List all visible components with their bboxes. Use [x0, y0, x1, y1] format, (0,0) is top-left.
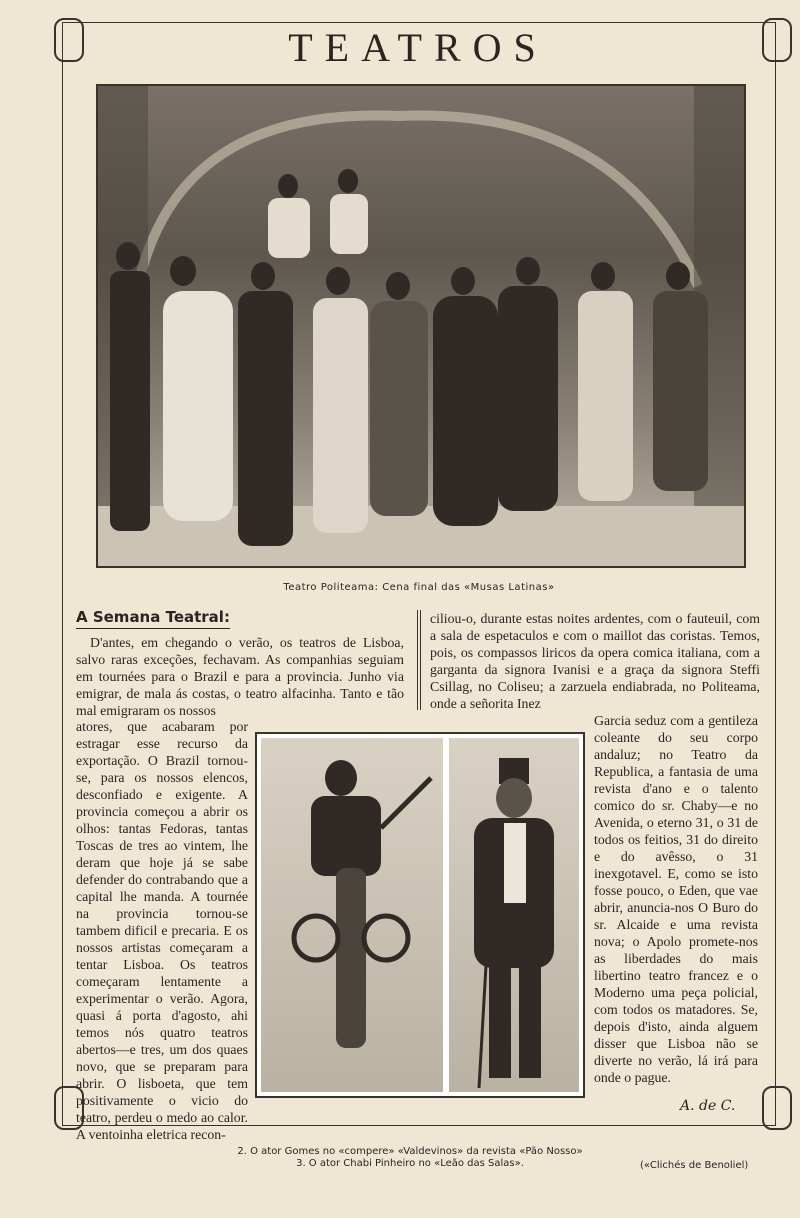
article-col1-narrow: atores, que acabaram por estragar esse recurso da exportação. O Brazil tornou-se, para os nossos elencos, desconfiado e exigente. A provincia começou a abrir os olhos: tantas Fedoras, tantas Toscas de tres ao vintem, lhe deram que hoje já se sabe defender do contrabando que a capital lhe manda. A tournée na provincia tornou-se tambem dificil e precaria. E os nossos artistas começaram a tentar Lisboa. Os teatros começaram lentamente a experimentar o verão. Agora, quasi á porta d'agosto, ahi temos nós quatro teatros abertos—e tres, um dos quaes novo, que se preparam para abrir. O lisboeta, que tem positivamente o vicio do teatro, perdeu o medo ao calor. A ventoinha eletrica recon-: [76, 719, 248, 1142]
article-col2-top: ciliou-o, durante estas noites ardentes, com o fauteuil, com a sala de espetaculos e com o maillot das coristas. Temos, pois, os compassos liricos da opera comica italiana, com a garganta da signora Ivanisi e a graça da signora Steffi Csillag, no Coliseu; a zarzuela endiabrada, no Politeama, onde a señorita Inez: [430, 611, 760, 711]
stage-group-photo: [96, 84, 746, 568]
actor-gomes-photo: [261, 738, 443, 1092]
photo-credit: («Clichés de Benoliel): [640, 1160, 749, 1171]
actor-chabi-photo: [449, 738, 579, 1092]
article-col1-top: D'antes, em chegando o verão, os teatros de Lisboa, salvo raras exceções, fechavam. As companhias seguiam em tournées para o Brazil e para a provincia. Junho via emigrar, de mala ás costas, o teatro alfacinha. Tanto e tão mal emigraram os nossos: [76, 635, 404, 718]
actor-photo-captions: [150, 1146, 670, 1170]
main-photo-caption: Teatro Politeama: Cena final das «Musas Latinas»: [283, 582, 555, 593]
page-title: TEATROS: [288, 25, 548, 70]
column-divider: [417, 610, 418, 710]
stage-photo-illustration: [98, 86, 744, 566]
caption-line-2: 2. O ator Gomes no «compere» «Valdevinos» da revista «Pão Nosso»: [237, 1146, 583, 1157]
author-signature: A. de C.: [680, 1098, 736, 1114]
article-col2-narrow: Garcia seduz com a gentileza coleante do seu corpo andaluz; no Teatro da Republica, a fantasia de uma revista d'ano e o talento comico do sr. Chaby—e no Avenida, o eterno 31, o 31 de todos os feitios, 31 do direito e do avêsso, o 31 inexgotavel. E, como se isto fosse pouco, o Eden, que vae abrir, anuncia-nos O Buro do sr. Alcaide e uma revista nova; o Apolo promete-nos as liberdades do mais libertino teatro francez e o Moderno uma peça policial, com todos os matadores. Se, depois d'isto, ainda alguem disser que Lisboa não se diverte no verão, lá irá para onde o pague.: [594, 713, 758, 1085]
section-heading: A Semana Teatral:: [76, 608, 230, 629]
corner-ornament-br: [762, 1086, 792, 1130]
actor-photos: [255, 732, 585, 1098]
caption-line-3: 3. O ator Chabi Pinheiro no «Leão das Salas».: [296, 1158, 524, 1169]
